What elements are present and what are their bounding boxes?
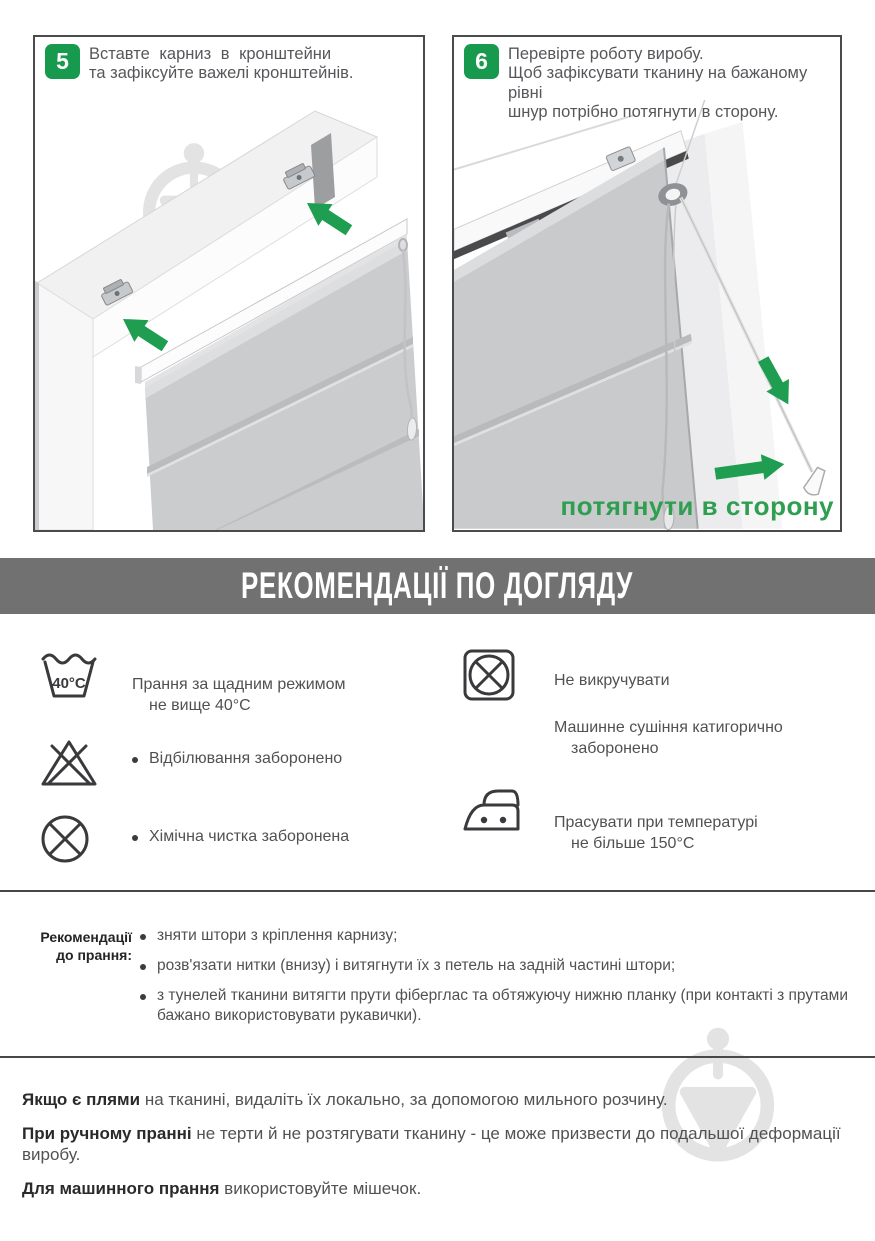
step-6-header <box>464 44 840 122</box>
note-hand-wash-bold: При ручному пранні <box>22 1124 192 1144</box>
dryclean-text <box>132 814 349 848</box>
bullet-dot <box>132 757 138 763</box>
wash-line1: Прання за щадним режимом <box>132 675 346 693</box>
wash-temp-label: 40°C <box>52 675 86 692</box>
recs-item-3-line2: бажано використовувати рукавички). <box>157 1007 422 1025</box>
wash-text <box>132 648 346 716</box>
wring-line1-row <box>554 650 783 692</box>
bleach-line1: Відбілювання заборонено <box>149 750 343 768</box>
care-recommendations-banner <box>0 558 875 614</box>
section-divider <box>0 1056 875 1058</box>
note-hand-wash-rest: не терти й не розтягувати тканину - це може призвести до подальшої деформації виробу. <box>22 1124 841 1164</box>
care-column-left <box>40 648 445 869</box>
window-frame-install-illustration <box>35 37 423 530</box>
washing-recommendations-label <box>18 929 132 964</box>
note-hand-wash <box>22 1124 852 1165</box>
tumble-line1: Машинне сушіння катигорично <box>554 719 783 737</box>
iron-text <box>554 786 758 854</box>
frame-left-jamb <box>37 283 93 530</box>
wring-line1: Не викручувати <box>554 671 670 689</box>
iron-line2: не більше 150°С <box>571 834 695 852</box>
bleach-text <box>132 737 342 770</box>
recs-label-line1: Рекомендації <box>40 929 132 945</box>
frame-left-edge <box>35 281 39 530</box>
iron-line1: Прасувати при температурі <box>554 813 758 831</box>
frame-inner-reveal <box>311 133 335 209</box>
wash-line1-row <box>132 654 346 696</box>
recs-item-1-text: зняти штори з кріплення карнизу; <box>157 927 398 944</box>
step-6-line3: шнур потрібно потягнути в сторону. <box>508 102 779 121</box>
step-5-text <box>89 44 353 84</box>
note-machine-wash-bold: Для машинного прання <box>22 1179 220 1199</box>
bleach-line1-row <box>132 749 342 770</box>
pull-aside-caption: потягнути в сторону <box>560 491 834 521</box>
recs-item-2-text: розв'язати нитки (внизу) і витягнути їх з петель на задній частині штори; <box>157 957 676 975</box>
no-dry-clean-circle-icon <box>40 814 132 869</box>
dryclean-line1-row <box>132 827 349 848</box>
care-item-bleach <box>40 737 445 792</box>
step-6-line2: Щоб зафіксувати тканину на бажаному рівні <box>508 64 808 102</box>
no-tumble-dry-icon <box>462 648 554 707</box>
care-banner-title: РЕКОМЕНДАЦІЇ ПО ДОГЛЯДУ <box>241 565 634 606</box>
bullet-dot <box>140 994 146 1000</box>
note-machine-wash-rest: використовуйте мішечок. <box>219 1179 422 1199</box>
bullet-dot <box>140 934 146 940</box>
note-stains-bold: Якщо є плями <box>22 1090 141 1109</box>
blind-cornice-endcap <box>135 366 141 384</box>
wash-line2: не вище 40°С <box>149 696 251 714</box>
step-5-line2: та зафіксуйте важелі кронштейнів. <box>89 64 354 83</box>
care-item-dryclean <box>40 814 445 869</box>
step-6-badge: 6 <box>464 44 499 79</box>
bullet-dot <box>132 835 138 841</box>
recs-item-2 <box>140 956 862 976</box>
step-5-panel <box>33 35 425 532</box>
care-column-right <box>462 648 867 854</box>
step-5-header <box>45 44 353 84</box>
recs-item-1 <box>140 926 862 946</box>
bottom-notes <box>22 1090 852 1214</box>
step-5-line1: Вставте карниз в кронштейни <box>89 45 332 63</box>
note-stains-rest: на тканині, видаліть їх локально, за допомогою мильного розчину. <box>140 1090 668 1109</box>
recs-item-3-line1: з тунелей тканини витягти прути фіберглас та обтяжуючу нижню планку (при контакті з прутами <box>157 987 848 1005</box>
tumble-line2: заборонено <box>571 740 659 758</box>
section-divider <box>0 890 875 892</box>
step-6-panel <box>452 35 842 532</box>
dryclean-line1: Хімічна чистка заборонена <box>149 828 350 846</box>
tumble-line1-row <box>554 698 783 740</box>
bullet-dot <box>140 964 146 970</box>
care-item-iron <box>462 786 867 854</box>
care-item-wash <box>40 648 445 716</box>
tumble-text <box>554 648 783 760</box>
recs-item-3 <box>140 986 862 1026</box>
recs-label-line2: до прання: <box>56 946 132 963</box>
care-item-tumble <box>462 648 867 760</box>
washing-recommendations-list <box>140 926 862 1037</box>
note-stains <box>22 1090 852 1110</box>
step-6-text <box>508 44 840 122</box>
no-bleach-triangle-icon <box>40 737 132 792</box>
wash-basin-40-icon <box>40 648 132 705</box>
iron-line1-row <box>554 792 758 834</box>
step-5-badge: 5 <box>45 44 80 79</box>
iron-max-150-icon <box>462 786 554 839</box>
step-6-line1: Перевірте роботу виробу. <box>508 45 704 63</box>
note-machine-wash <box>22 1179 852 1199</box>
recs-item-3-text <box>157 986 848 1026</box>
